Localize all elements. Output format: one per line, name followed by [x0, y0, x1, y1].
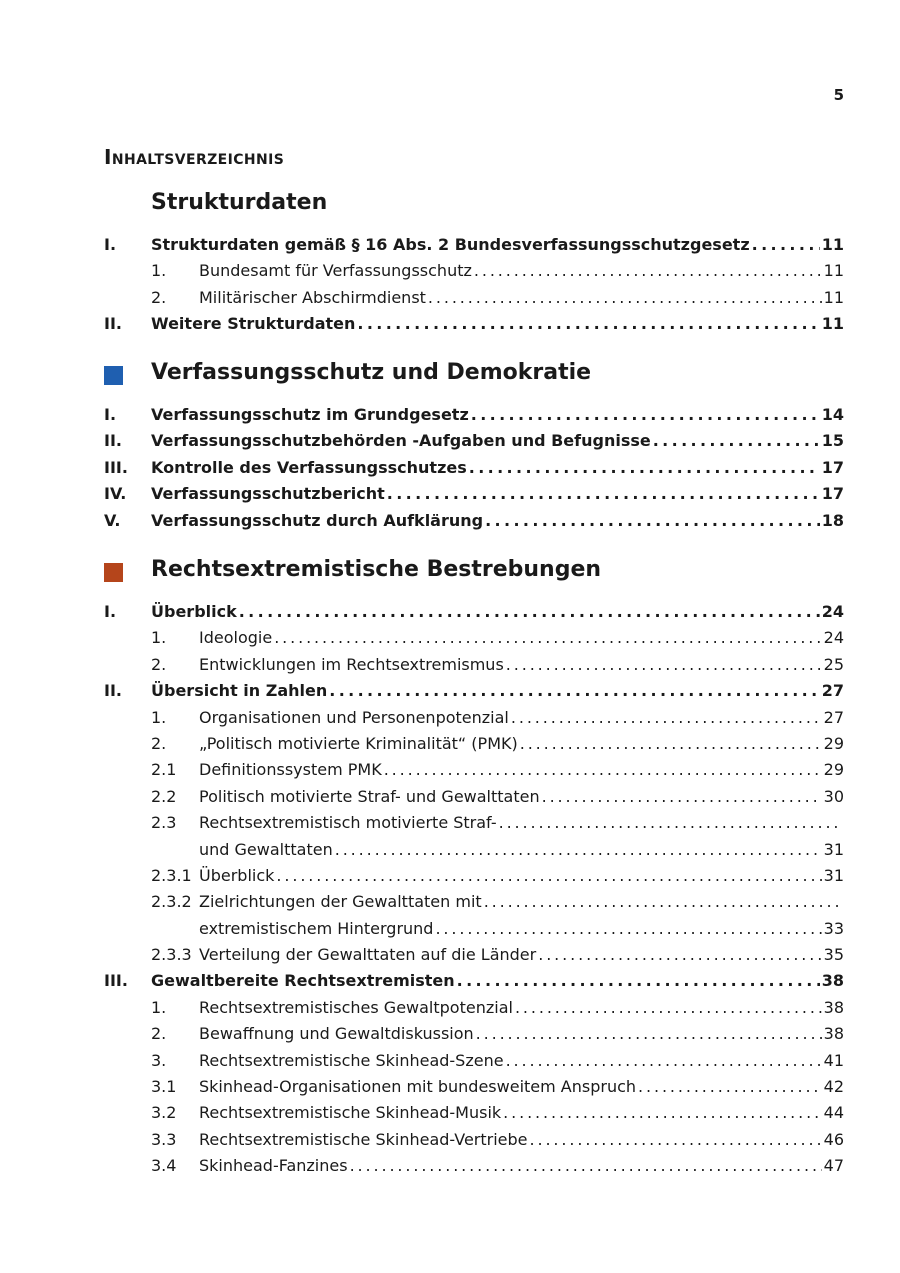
toc-entry-title: Verfassungsschutzbericht [151, 484, 385, 504]
toc-entry[interactable] [104, 1048, 844, 1074]
toc-entry-line [199, 837, 844, 863]
toc-entry[interactable] [104, 311, 844, 337]
toc-entry-number: 1. [151, 997, 167, 1017]
dot-leader [511, 705, 822, 731]
toc-entry[interactable] [104, 1074, 844, 1100]
toc-entry-page: 46 [823, 1129, 844, 1149]
toc-entry-page: 25 [823, 654, 844, 674]
toc-entry-line [151, 678, 844, 704]
toc-entry-title: Definitionssystem PMK [199, 760, 382, 780]
toc-entry-title: Rechtsextremistische Skinhead-Musik [199, 1103, 502, 1123]
toc-entry-page: 17 [821, 484, 844, 504]
toc-entry-title: Strukturdaten gemäß § 16 Abs. 2 Bundesverfassungsschutzgesetz [151, 235, 750, 254]
section-heading-row [104, 360, 844, 400]
toc-entry-title: Bewaffnung und Gewaltdiskussion [199, 1024, 474, 1044]
toc-entry[interactable] [104, 916, 844, 942]
dot-leader [520, 731, 822, 757]
dot-leader [357, 311, 819, 337]
toc-entry[interactable] [104, 285, 844, 311]
toc-entry-page: 38 [823, 997, 844, 1017]
dot-leader [638, 1074, 822, 1100]
toc-entry-title: Ideologie [199, 628, 273, 648]
toc-entry[interactable] [104, 784, 844, 810]
toc-entry-line [199, 1127, 844, 1153]
toc-entry-line [199, 810, 844, 836]
toc-entry-page: 31 [823, 839, 844, 859]
toc-entry-title: Skinhead-Organisationen mit bundesweitem Anspruch [199, 1077, 637, 1097]
toc-entry-number: 2. [151, 654, 167, 674]
toc-entry[interactable] [104, 731, 844, 757]
toc-entry-list [104, 599, 844, 1180]
toc-entry-title: Politisch motivierte Straf- und Gewalttaten [199, 786, 540, 806]
toc-section [104, 557, 844, 1180]
toc-entry-line [199, 258, 844, 284]
toc-entry-page: 18 [821, 510, 844, 530]
toc-entry[interactable] [104, 678, 844, 704]
dot-leader [384, 757, 822, 783]
dot-leader [503, 1100, 821, 1126]
dot-leader [335, 837, 822, 863]
toc-entry-page: 24 [823, 628, 844, 648]
section-heading: Verfassungsschutz und Demokratie [151, 360, 592, 385]
toc-entry-line [151, 481, 844, 507]
dot-leader [542, 784, 822, 810]
toc-entry-line [199, 863, 844, 889]
toc-entry[interactable] [104, 455, 844, 481]
toc-entry-line [199, 784, 844, 810]
toc-entry-title: „Politisch motivierte Kriminalität“ (PMK) [199, 733, 518, 753]
toc-entry-page: 31 [823, 865, 844, 885]
dot-leader [474, 258, 822, 284]
dot-leader [435, 916, 821, 942]
toc-entry-number: 2. [151, 733, 167, 753]
toc-entry-title: Gewaltbereite Rechtsextremisten [151, 971, 455, 991]
toc-entry-title: Überblick [151, 602, 237, 621]
dot-leader [387, 481, 820, 507]
toc-entry-number: III. [104, 457, 128, 477]
toc-entry-line [199, 1153, 844, 1179]
section-heading-row [104, 557, 844, 597]
toc-entry-title: Rechtsextremistisch motivierte Straf- [199, 813, 497, 833]
toc-entry-line [199, 942, 844, 968]
toc-entry-number: 2.2 [151, 786, 177, 806]
toc-entry-line [199, 1074, 844, 1100]
toc-entry-title: Organisationen und Personenpotenzial [199, 707, 509, 727]
toc-entry-number: 2.3.1 [151, 865, 192, 885]
toc-entry-title: Übersicht in Zahlen [151, 681, 328, 701]
toc-entry[interactable] [104, 232, 844, 258]
toc-entry[interactable] [104, 942, 844, 968]
toc-entry-page: 35 [823, 945, 844, 965]
toc-entry[interactable] [104, 889, 844, 915]
toc-entry-line [199, 285, 844, 311]
toc-entry-page: 11 [823, 287, 844, 307]
section-heading-row [104, 190, 844, 230]
toc-entry-line [199, 1021, 844, 1047]
toc-entry-number: 2. [151, 1024, 167, 1044]
toc-entry-title: Zielrichtungen der Gewalttaten mit [199, 892, 482, 912]
toc-entry-number: 2.3.3 [151, 945, 192, 965]
toc-entry[interactable] [104, 1021, 844, 1047]
toc-entry-line [151, 428, 844, 454]
toc-entry-line [151, 232, 844, 258]
toc-entry-number: 2. [151, 287, 167, 307]
toc-entry-title: Bundesamt für Verfassungsschutz [199, 261, 472, 281]
toc-entry-number: 3.2 [151, 1103, 177, 1123]
toc-entry-title: Weitere Strukturdaten [151, 314, 356, 334]
toc-entry-number: I. [104, 235, 117, 254]
toc-section [104, 360, 844, 534]
toc-entry-page: 14 [821, 405, 844, 424]
page-number: 5 [833, 86, 844, 104]
toc-entry[interactable] [104, 625, 844, 651]
dot-leader [350, 1153, 822, 1179]
toc-entry-page: 29 [823, 733, 844, 753]
toc-entry[interactable] [104, 837, 844, 863]
toc-entry-title: Kontrolle des Verfassungsschutzes [151, 457, 467, 477]
toc-entry[interactable] [104, 258, 844, 284]
toc-entry-number: 2.3.2 [151, 892, 192, 912]
toc-entry-page: 11 [823, 261, 844, 281]
dot-leader [457, 968, 820, 994]
toc-entry-page: 42 [823, 1077, 844, 1097]
blue-square-icon [104, 366, 123, 385]
toc-entry-title: Verfassungsschutz im Grundgesetz [151, 405, 469, 424]
dot-leader [471, 402, 820, 428]
toc-entry-page: 27 [823, 707, 844, 727]
dot-leader [499, 810, 840, 836]
toc-entry[interactable] [104, 481, 844, 507]
toc-entry-number: 3.1 [151, 1077, 177, 1097]
toc-entry-page: 41 [823, 1050, 844, 1070]
toc-entry-number: 3.3 [151, 1129, 177, 1149]
toc-entry-title: Entwicklungen im Rechtsextremismus [199, 654, 504, 674]
toc-entry-page: 11 [821, 235, 844, 254]
toc-entry-line [199, 731, 844, 757]
toc-entry-line [199, 652, 844, 678]
toc-title-text: Inhaltsverzeichnis [104, 145, 285, 169]
toc-entry-number: I. [104, 405, 117, 424]
toc-entry-title: Verfassungsschutzbehörden -Aufgaben und Befugnisse [151, 431, 651, 451]
toc-entry-line [199, 705, 844, 731]
toc-entry-line [151, 455, 844, 481]
dot-leader [274, 625, 821, 651]
toc-entry-line [151, 402, 844, 428]
dot-leader [538, 942, 821, 968]
dot-leader [276, 863, 821, 889]
dot-leader [530, 1127, 822, 1153]
toc-entry[interactable] [104, 1100, 844, 1126]
dot-leader [469, 455, 820, 481]
toc-entry-title: und Gewalttaten [199, 839, 333, 859]
dot-leader [485, 508, 820, 534]
toc-entry-page: 44 [823, 1103, 844, 1123]
section-heading: Rechtsextremistische Bestrebungen [151, 557, 602, 582]
toc-entry[interactable] [104, 1127, 844, 1153]
toc-entry-line [199, 889, 844, 915]
toc-entry-number: IV. [104, 484, 127, 504]
rust-square-icon [104, 563, 123, 582]
toc-entry[interactable] [104, 995, 844, 1021]
toc-entry-line [199, 916, 844, 942]
toc-entry-title: extremistischem Hintergrund [199, 918, 434, 938]
toc-entry-list [104, 402, 844, 534]
toc-entry-line [151, 508, 844, 534]
toc-entry[interactable] [104, 757, 844, 783]
dot-leader [329, 678, 819, 704]
dot-leader [506, 652, 822, 678]
toc-entry-page: 11 [821, 314, 844, 334]
toc-entry-number: V. [104, 510, 121, 530]
toc-entry[interactable] [104, 599, 844, 625]
toc-entry-list [104, 232, 844, 338]
toc-entry-page: 29 [823, 760, 844, 780]
dot-leader [653, 428, 820, 454]
toc-entry-line [199, 757, 844, 783]
toc-entry-page: 47 [823, 1156, 844, 1176]
toc-entry-title: Verfassungsschutz durch Aufklärung [151, 510, 484, 530]
toc-entry-number: 2.3 [151, 813, 177, 833]
dot-leader [752, 232, 820, 258]
toc-entry-number: 2.1 [151, 760, 177, 780]
toc-entry[interactable] [104, 810, 844, 836]
toc-entry-line [199, 1100, 844, 1126]
toc-entry-line [199, 1048, 844, 1074]
toc-entry-title: Skinhead-Fanzines [199, 1156, 348, 1176]
toc-title [104, 145, 284, 169]
toc-entry-number: 1. [151, 628, 167, 648]
toc-entry[interactable] [104, 508, 844, 534]
toc-entry[interactable] [104, 968, 844, 994]
toc-entry-page: 24 [821, 602, 844, 621]
toc-entry-title: Rechtsextremistisches Gewaltpotenzial [199, 997, 513, 1017]
toc-entry-number: 1. [151, 707, 167, 727]
toc-entry-number: II. [104, 314, 122, 334]
dot-leader [484, 889, 840, 915]
toc-entry-number: II. [104, 681, 122, 701]
dot-leader [506, 1048, 822, 1074]
toc-entry-number: 3.4 [151, 1156, 177, 1176]
toc-entry[interactable] [104, 652, 844, 678]
toc-entry-line [151, 599, 844, 625]
toc-entry-page: 38 [823, 1024, 844, 1044]
toc-entry-page: 30 [823, 786, 844, 806]
toc-entry-page: 17 [821, 457, 844, 477]
toc-entry-line [151, 968, 844, 994]
toc-entry-page: 27 [821, 681, 844, 701]
section-heading: Strukturdaten [151, 190, 328, 215]
toc-entry[interactable] [104, 863, 844, 889]
toc-entry-title: Rechtsextremistische Skinhead-Vertriebe [199, 1129, 528, 1149]
toc-entry[interactable] [104, 705, 844, 731]
toc-entry-title: Militärischer Abschirmdienst [199, 287, 426, 307]
toc-entry-number: 1. [151, 261, 167, 281]
toc-entry-page: 33 [823, 918, 844, 938]
toc-section [104, 190, 844, 338]
toc-entry-page: 15 [821, 431, 844, 451]
toc-entry-title: Verteilung der Gewalttaten auf die Länder [199, 945, 537, 965]
toc-entry-number: II. [104, 431, 122, 451]
toc-entry-title: Rechtsextremistische Skinhead-Szene [199, 1050, 504, 1070]
toc-entry-title: Überblick [199, 865, 275, 885]
toc-entry-line [199, 995, 844, 1021]
toc-entry-line [151, 311, 844, 337]
toc-entry-number: I. [104, 602, 117, 621]
dot-leader [515, 995, 822, 1021]
toc-entry-number: 3. [151, 1050, 167, 1070]
toc-entry-line [199, 625, 844, 651]
toc-entry[interactable] [104, 402, 844, 428]
dot-leader [239, 599, 820, 625]
toc-entry[interactable] [104, 428, 844, 454]
toc-entry-number: III. [104, 971, 128, 991]
dot-leader [428, 285, 822, 311]
toc-entry[interactable] [104, 1153, 844, 1179]
toc-entry-page: 38 [821, 971, 844, 991]
dot-leader [476, 1021, 822, 1047]
